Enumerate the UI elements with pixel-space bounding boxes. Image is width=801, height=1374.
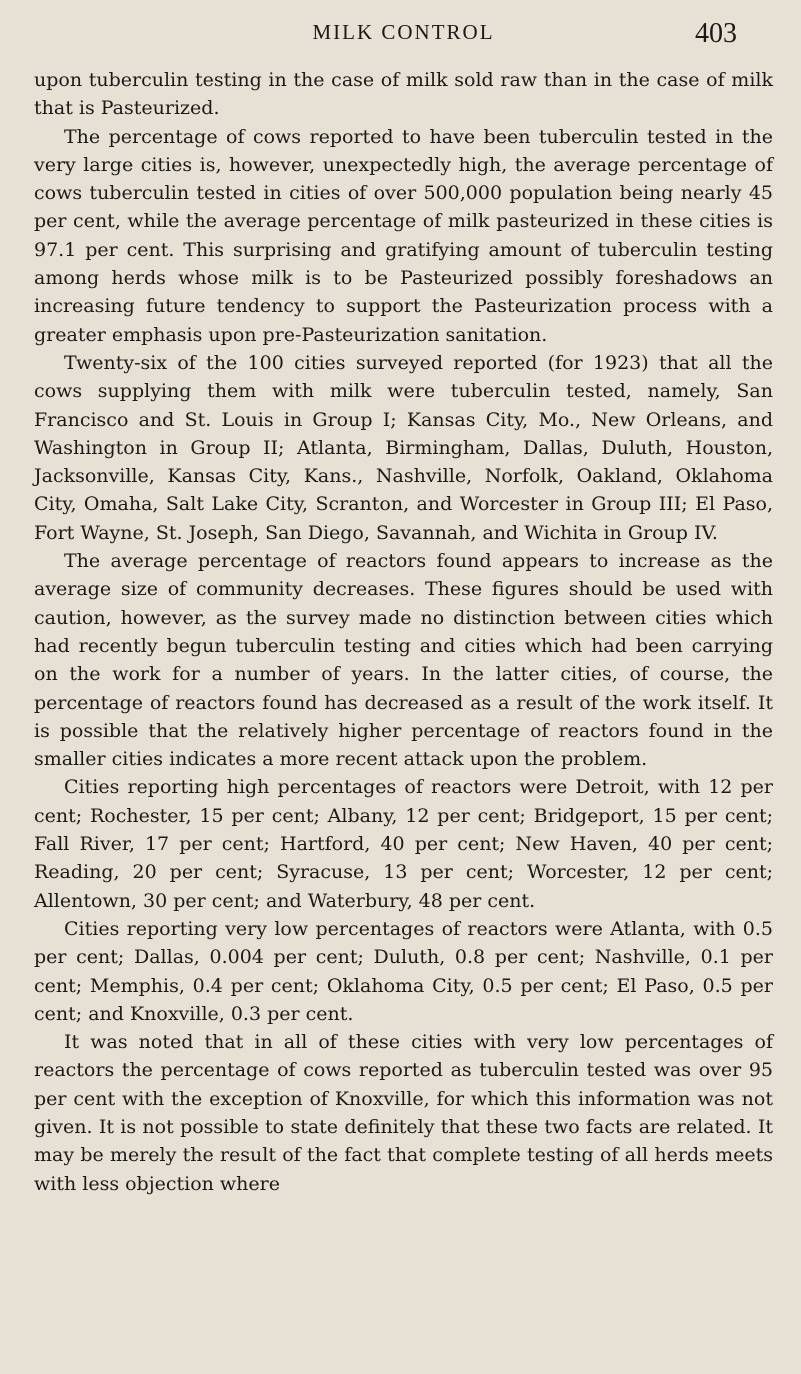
paragraph-continuation: upon tuberculin testing in the case of milk sold raw than in the case of milk that is Pasteurized. <box>34 69 773 120</box>
body-text <box>34 66 773 1198</box>
running-title: MILK CONTROL <box>312 20 495 44</box>
page-number: 403 <box>695 18 737 49</box>
paragraph-testing-large-cities: The percentage of cows reported to have been tuberculin tested in the very large cities is, however, unexpectedly high, the average percentage of cows tuberculin tested in cities of over 500,000 population being nearly 45 per cent, while the average percentage of milk pasteurized in these cities is 97.1 per cent. This surprising and gratifying amount of tuberculin testing among herds whose milk is to be Pasteurized possibly foreshadows an increasing future tendency to support the Pasteurization process with a greater emphasis upon pre-Pasteurization sanitation. <box>34 125 773 346</box>
paragraph-fully-tested-cities: Twenty-six of the 100 cities surveyed reported (for 1923) that all the cows supplying them with milk were tuberculin tested, namely, San Francisco and St. Louis in Group I; Kansas City, Mo., New Orleans, and Washington in Group II; Atlanta, Birmingham, Dallas, Duluth, Houston, Jacksonville, Kansas City, Kans., Nashville, Norfolk, Oakland, Oklahoma City, Omaha, Salt Lake City, Scranton, and Worcester in Group III; El Paso, Fort Wayne, St. Joseph, San Diego, Savannah, and Wichita in Group IV. <box>34 351 773 544</box>
paragraph-reactor-trend: The average percentage of reactors found appears to increase as the average size of community decreases. These figures should be used with caution, however, as the survey made no distinction between cities which had recently begun tuberculin testing and cities which had been carrying on the work for a number of years. In the latter cities, of course, the percentage of reactors found has decreased as a result of the work itself. It is possible that the relatively higher percentage of reactors found in the smaller cities indicates a more recent attack upon the problem. <box>34 550 773 771</box>
running-head <box>34 20 773 52</box>
paragraph-high-reactor-cities: Cities reporting high percentages of reactors were Detroit, with 12 per cent; Rochester, 15 per cent; Albany, 12 per cent; Bridgeport, 15 per cent; Fall River, 17 per cent; Hartford, 40 per cent; New Haven, 40 per cent; Reading, 20 per cent; Syracuse, 13 per cent; Worcester, 12 per cent; Allentown, 30 per cent; and Waterbury, 48 per cent. <box>34 776 773 912</box>
paragraph-low-reactor-cities: Cities reporting very low percentages of reactors were Atlanta, with 0.5 per cent; Dallas, 0.004 per cent; Duluth, 0.8 per cent; Nashville, 0.1 per cent; Memphis, 0.4 per cent; Oklahoma City, 0.5 per cent; El Paso, 0.5 per cent; and Knoxville, 0.3 per cent. <box>34 917 773 1025</box>
paragraph-testing-relation: It was noted that in all of these cities with very low percentages of reactors the percentage of cows reported as tuberculin tested was over 95 per cent with the exception of Knoxville, for which this information was not given. It is not possible to state definitely that these two facts are related. It may be merely the result of the fact that complete testing of all herds meets with less objection where <box>34 1031 773 1195</box>
